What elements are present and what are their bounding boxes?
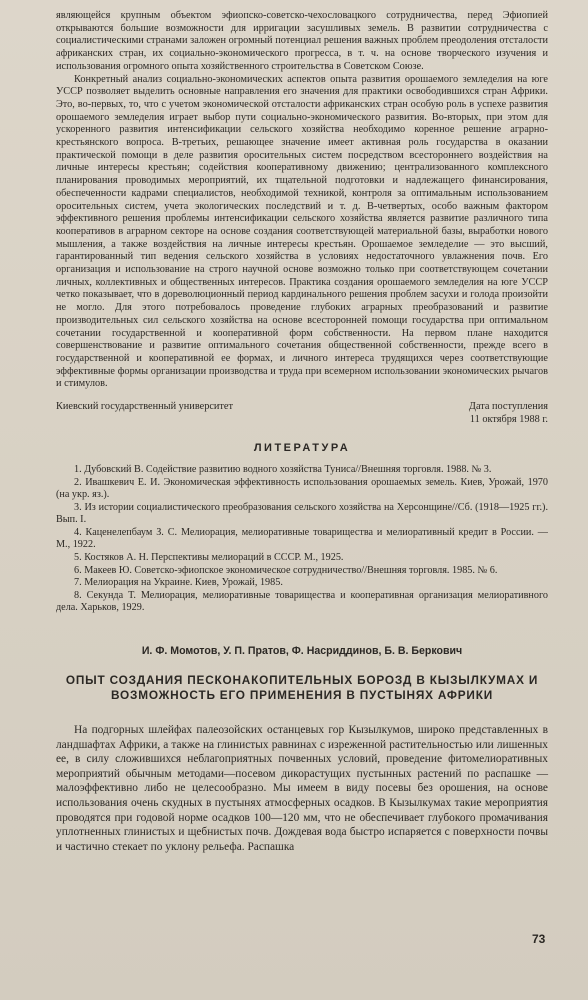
reference-item: 7. Мелиорация на Украине. Киев, Урожай, 1985. <box>74 577 283 589</box>
references-heading: ЛИТЕРАТУРА <box>253 441 351 454</box>
received-date-value: 11 октября 1988 г. <box>469 413 548 425</box>
reference-item: 8. Секунда Т. Мелиорация, мелиоративные товарищества и кооперативная организация мелиоративного дела. Харьков, 1929. <box>56 589 548 614</box>
reference-item: 3. Из истории социалистического преобразования сельского хозяйства на Херсонщине//Сб. (1918—1925 гг.). Вып. I. <box>56 501 548 526</box>
received-date <box>469 401 548 426</box>
paragraph-conclusions: Конкретный анализ социально-экономических аспектов опыта развития орошаемого земледелия на юге УССР позволяет выделить основные направления его значения для практики освободившихся стран Африки. Это, во-первых, то, что с учетом экономической отсталости африканских стран особую роль в успехе развития орошаемого земледелия играет выбор пути социально-экономического развития. Во-вторых, при этом для ускоренного развития интенсификации сельского хозяйства необходимо коренное решение аграрно-крестьянского вопроса. В-третьих, решающее значение имеет активная роль государства в оказании практической помощи в деле развития оросительных систем посредством всестороннего воздействия на личные интересы крестьян; содействия кооперативному движению; централизованного комплексного планирования проводимых мероприятий, их тщательной подготовки и надлежащего финансирования, обеспеченности кадрами специалистов, необходимой техникой, контроля за оптимальным использованием оросительных систем, учета экологических последствий и т. д. В-четвертых, особо важным фактором эффективного решения проблемы интенсификации сельского хозяйства является развитие различного типа кооперативов в аграрном секторе на основе создания соответствующей материальной базы, выработки нового мышления, а также воздействия на личные интересы крестьян. Орошаемое земледелие — это высший, гарантированный тип ведения сельского хозяйства в условиях недостаточного увлажнения почв. Его организация и использование на строго научной основе возможно только при соответствующем сочетании личных, коллективных и общественных интересов. Практика создания орошаемого земледелия на юге УССР четко показывает, что в дореволюционный период кардинального решения проблем засухи и голода произойти не могло. Для этого потребовалось проведение глубоких аграрных преобразований и развитие производительных сил сельского хозяйства на основе всесторонней помощи государства при оптимальном сочетании государственной и кооперативной форм собственности. На первом плане находится совершенствование и развитие оптимального сочетания общественной собственности, прежде всего в государственной и кооперативной ее формах, и личного интереса трудящихся через соответствующие эффективные формы организации производства и труда при всемерном использовании экономических рычагов и стимулов. <box>56 73 548 390</box>
reference-item: 2. Ивашкевич Е. И. Экономическая эффективность использования орошаемых земель. Киев, Урожай, 1970 (на укр. яз.). <box>56 476 548 501</box>
reference-item: 6. Макеев Ю. Советско-эфиопское экономическое сотрудничество//Внешняя торговля. 1985. № 6. <box>74 564 498 576</box>
article-authors: И. Ф. Момотов, У. П. Пратов, Ф. Насриддинов, Б. В. Беркович <box>141 645 463 658</box>
reference-item: 4. Каценелепбаум З. С. Мелиорация, мелиоративные товарищества и мелиоративный кредит в России. — М., 1922. <box>56 526 548 551</box>
page-content <box>56 10 548 854</box>
reference-list <box>56 464 548 615</box>
institution: Киевский государственный университет <box>56 401 233 413</box>
article-body-start: На подгорных шлейфах палеозойских останцевых гор Кызылкумов, широко представленных в ландшафтах Африки, а также на глинистых равнинах с изреженной растительностью или лишенных ее, в силу сложившихся неблагоприятных почвенных условий, проведение фитомелиоративных мероприятий обычным методами—посевом дикорастущих пустынных растений по распашке — малоэффективно либо не целесообразно. Мы имеем в виду посевы без орошения, на основе использования очень скудных в пустынях атмосферных осадков. В Кызылкумах такие мероприятия проводятся при годовой норме осадков 100—120 мм, что не обеспечивает глубокого промачивания уплотненных глинистых и щебнистых почв. Дождевая вода быстро испаряется с поверхности почвы и частично стекает по уклону рельефа. Распашка <box>56 724 548 853</box>
reference-item: 1. Дубовский В. Содействие развитию водного хозяйства Туниса//Внешняя торговля. 1988. № 3. <box>74 463 492 475</box>
reference-item: 5. Костяков А. Н. Перспективы мелиораций в СССР. М., 1925. <box>74 552 344 564</box>
paragraph-continued: являющейся крупным объектом эфиопско-советско-чехословацкого сотрудничества, перед Эфиопией открываются большие возможности для ирригации засушливых земель. В развитии сотрудничества с социалистическими странами заложен огромный потенциал решения важных проблем преодоления отсталости африканских стран, их социально-экономического прогресса, в т. ч. на основе творческого изучения и использования огромного опыта хозяйственного строительства в Советском Союзе. <box>56 10 548 72</box>
article-signature <box>56 401 548 426</box>
page-number: 73 <box>532 932 546 946</box>
received-date-label: Дата поступления <box>468 401 548 413</box>
article-title: ОПЫТ СОЗДАНИЯ ПЕСКОНАКОПИТЕЛЬНЫХ БОРОЗД В КЫЗЫЛКУМАХ И ВОЗМОЖНОСТЬ ЕГО ПРИМЕНЕНИЯ В ПУСТЫНЯХ АФРИКИ <box>65 673 539 703</box>
